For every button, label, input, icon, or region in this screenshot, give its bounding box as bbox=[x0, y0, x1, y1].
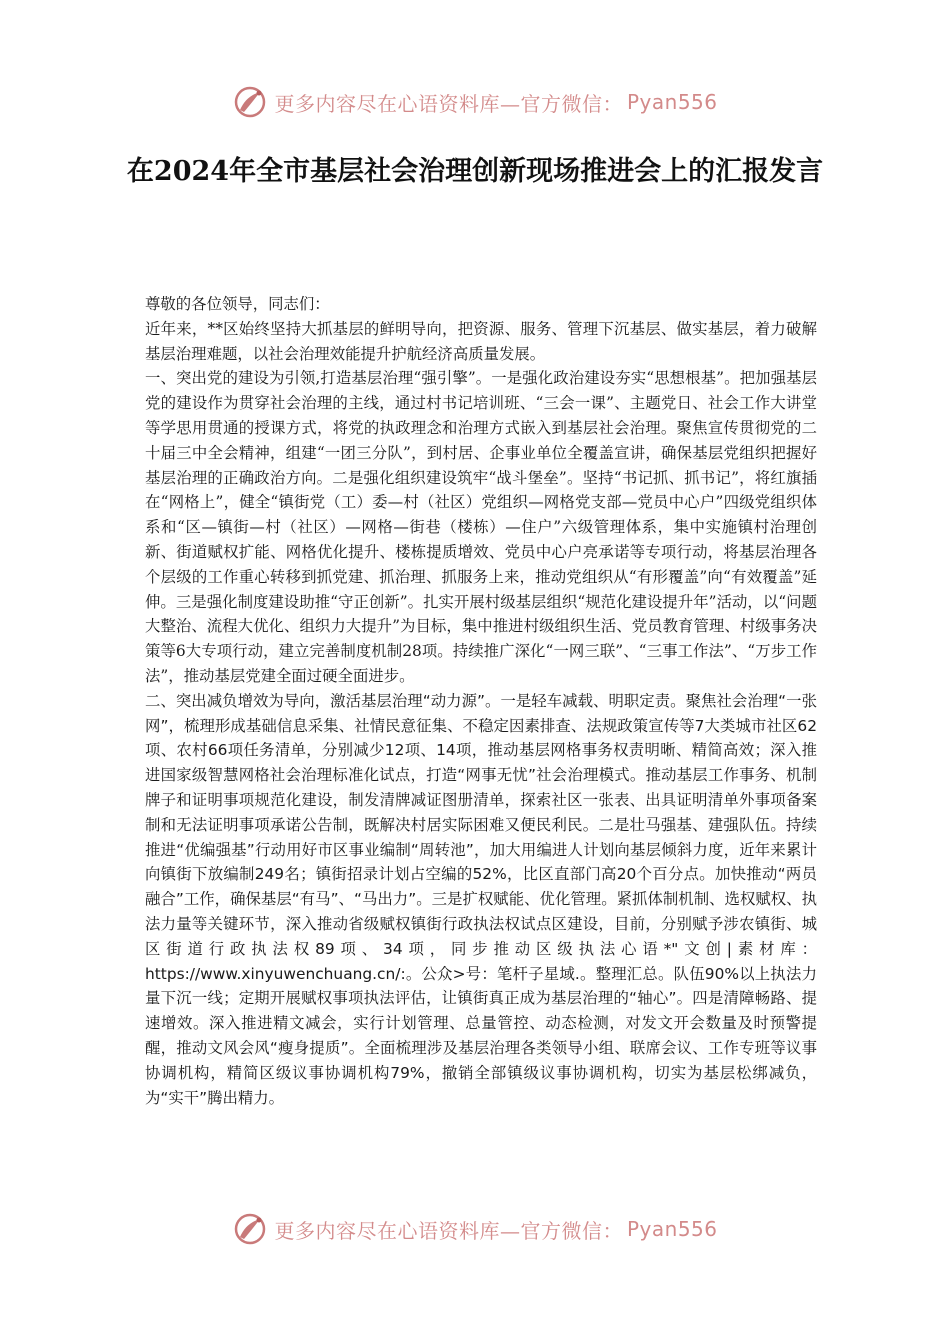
document-title: 在2024年全市基层社会治理创新现场推进会上的汇报发言 bbox=[126, 156, 824, 187]
paragraph-section-one: 一、突出党的建设为引领,打造基层治理“强引擎”。一是强化政治建设夯实“思想根基”。把加强基层党的建设作为贯穿社会治理的主线，通过村书记培训班、“三会一课”、主题党日、社会工作大讲堂等学思用贯通的授课方式，将党的执政理念和治理方式嵌入到基层社会治理。聚焦宣传贯彻党的二十届三中全会精神，组建“一团三分队”，到村居、企事业单位全覆盖宣讲，确保基层党组织把握好基层治理的正确政治方向。二是强化组织建设筑牢“战斗堡垒”。坚持“书记抓、抓书记”，将红旗插在“网格上”，健全“镇街党（工）委—村（社区）党组织—网格党支部—党员中心户”四级党组织体系和“区—镇街—村（社区）—网格—街巷（楼栋）—住户”六级管理体系，集中实施镇村治理创新、街道赋权扩能、网格优化提升、楼栋提质增效、党员中心户亮承诺等专项行动，将基层治理各个层级的工作重心转移到抓党建、抓治理、抓服务上来，推动党组织从“有形覆盖”向“有效覆盖”延伸。三是强化制度建设助推“守正创新”。扎实开展村级基层组织“规范化建设提升年”活动，以“问题大整治、流程大优化、组织力大提升”为目标，集中推进村级组织生活、党员教育管理、村级事务决策等6大专项行动，建立完善制度机制28项。持续推广深化“一网三联”、“三事工作法”、“万步工作法”，推动基层党建全面过硬全面进步。 bbox=[145, 369, 817, 685]
salutation: 尊敬的各位领导，同志们： bbox=[145, 295, 330, 313]
document-body bbox=[145, 292, 817, 1110]
paragraph-section-two: 二、突出减负增效为导向，激活基层治理“动力源”。一是轻车减载、明职定责。聚焦社会治理“一张网”，梳理形成基础信息采集、社情民意征集、不稳定因素排查、法规政策宣传等7大类城市社区62项、农村66项任务清单，分别减少12项、14项，推动基层网格事务权责明晰、精简高效；深入推进国家级智慧网格社会治理标准化试点，打造“网事无忧”社会治理模式。推动基层工作事务、机制牌子和证明事项规范化建设，制发清牌减证图册清单，探索社区一张表、出具证明清单外事项备案制和无法证明事项承诺公告制，既解决村居实际困难又便民利民。二是壮马强基、建强队伍。持续推进“优编强基”行动用好市区事业编制“周转池”，加大用编进人计划向基层倾斜力度，近年来累计向镇街下放编制249名；镇街招录计划占空编的52%，比区直部门高20个百分点。加快推动“两员融合”工作，确保基层“有马”、“马出力”。三是扩权赋能、优化管理。紧抓体制机制、选权赋权、执法力量等关键环节，深入推动省级赋权镇街行政执法权试点区建设，目前，分别赋予涉农镇街、城区街道行政执法权89项、34项，同步推动区级执法心语*"文创|素材库：https://www.xinyuwenchuang.cn/:。公众>号：笔杆子星域.。整理汇总。队伍90%以上执法力量下沉一线；定期开展赋权事项执法评估，让镇街真正成为基层治理的“轴心”。四是清障畅路、提速增效。深入推进精文减会，实行计划管理、总量管控、动态检测，对发文开会数量及时预警提醒，推动文风会风“瘦身提质”。全面梳理涉及基层治理各类领导小组、联席会议、工作专班等议事协调机构，精简区级议事协调机构79%，撤销全部镇级议事协调机构，切实为基层松绑减负，为“实干”腾出精力。 bbox=[145, 691, 817, 1107]
brush-logo-icon bbox=[232, 1211, 268, 1247]
watermark-text: 更多内容尽在心语资料库—官方微信： bbox=[274, 1218, 623, 1243]
watermark-wechat-id: Pyan556 bbox=[626, 1217, 718, 1241]
brush-logo-icon bbox=[232, 84, 268, 120]
watermark-footer bbox=[0, 1209, 950, 1249]
watermark-text: 更多内容尽在心语资料库—官方微信： bbox=[274, 91, 623, 116]
watermark-wechat-id: Pyan556 bbox=[626, 90, 718, 114]
watermark-header bbox=[0, 82, 950, 122]
paragraph-intro: 近年来，**区始终坚持大抓基层的鲜明导向，把资源、服务、管理下沉基层、做实基层，着力破解基层治理难题，以社会治理效能提升护航经济高质量发展。 bbox=[145, 319, 817, 363]
